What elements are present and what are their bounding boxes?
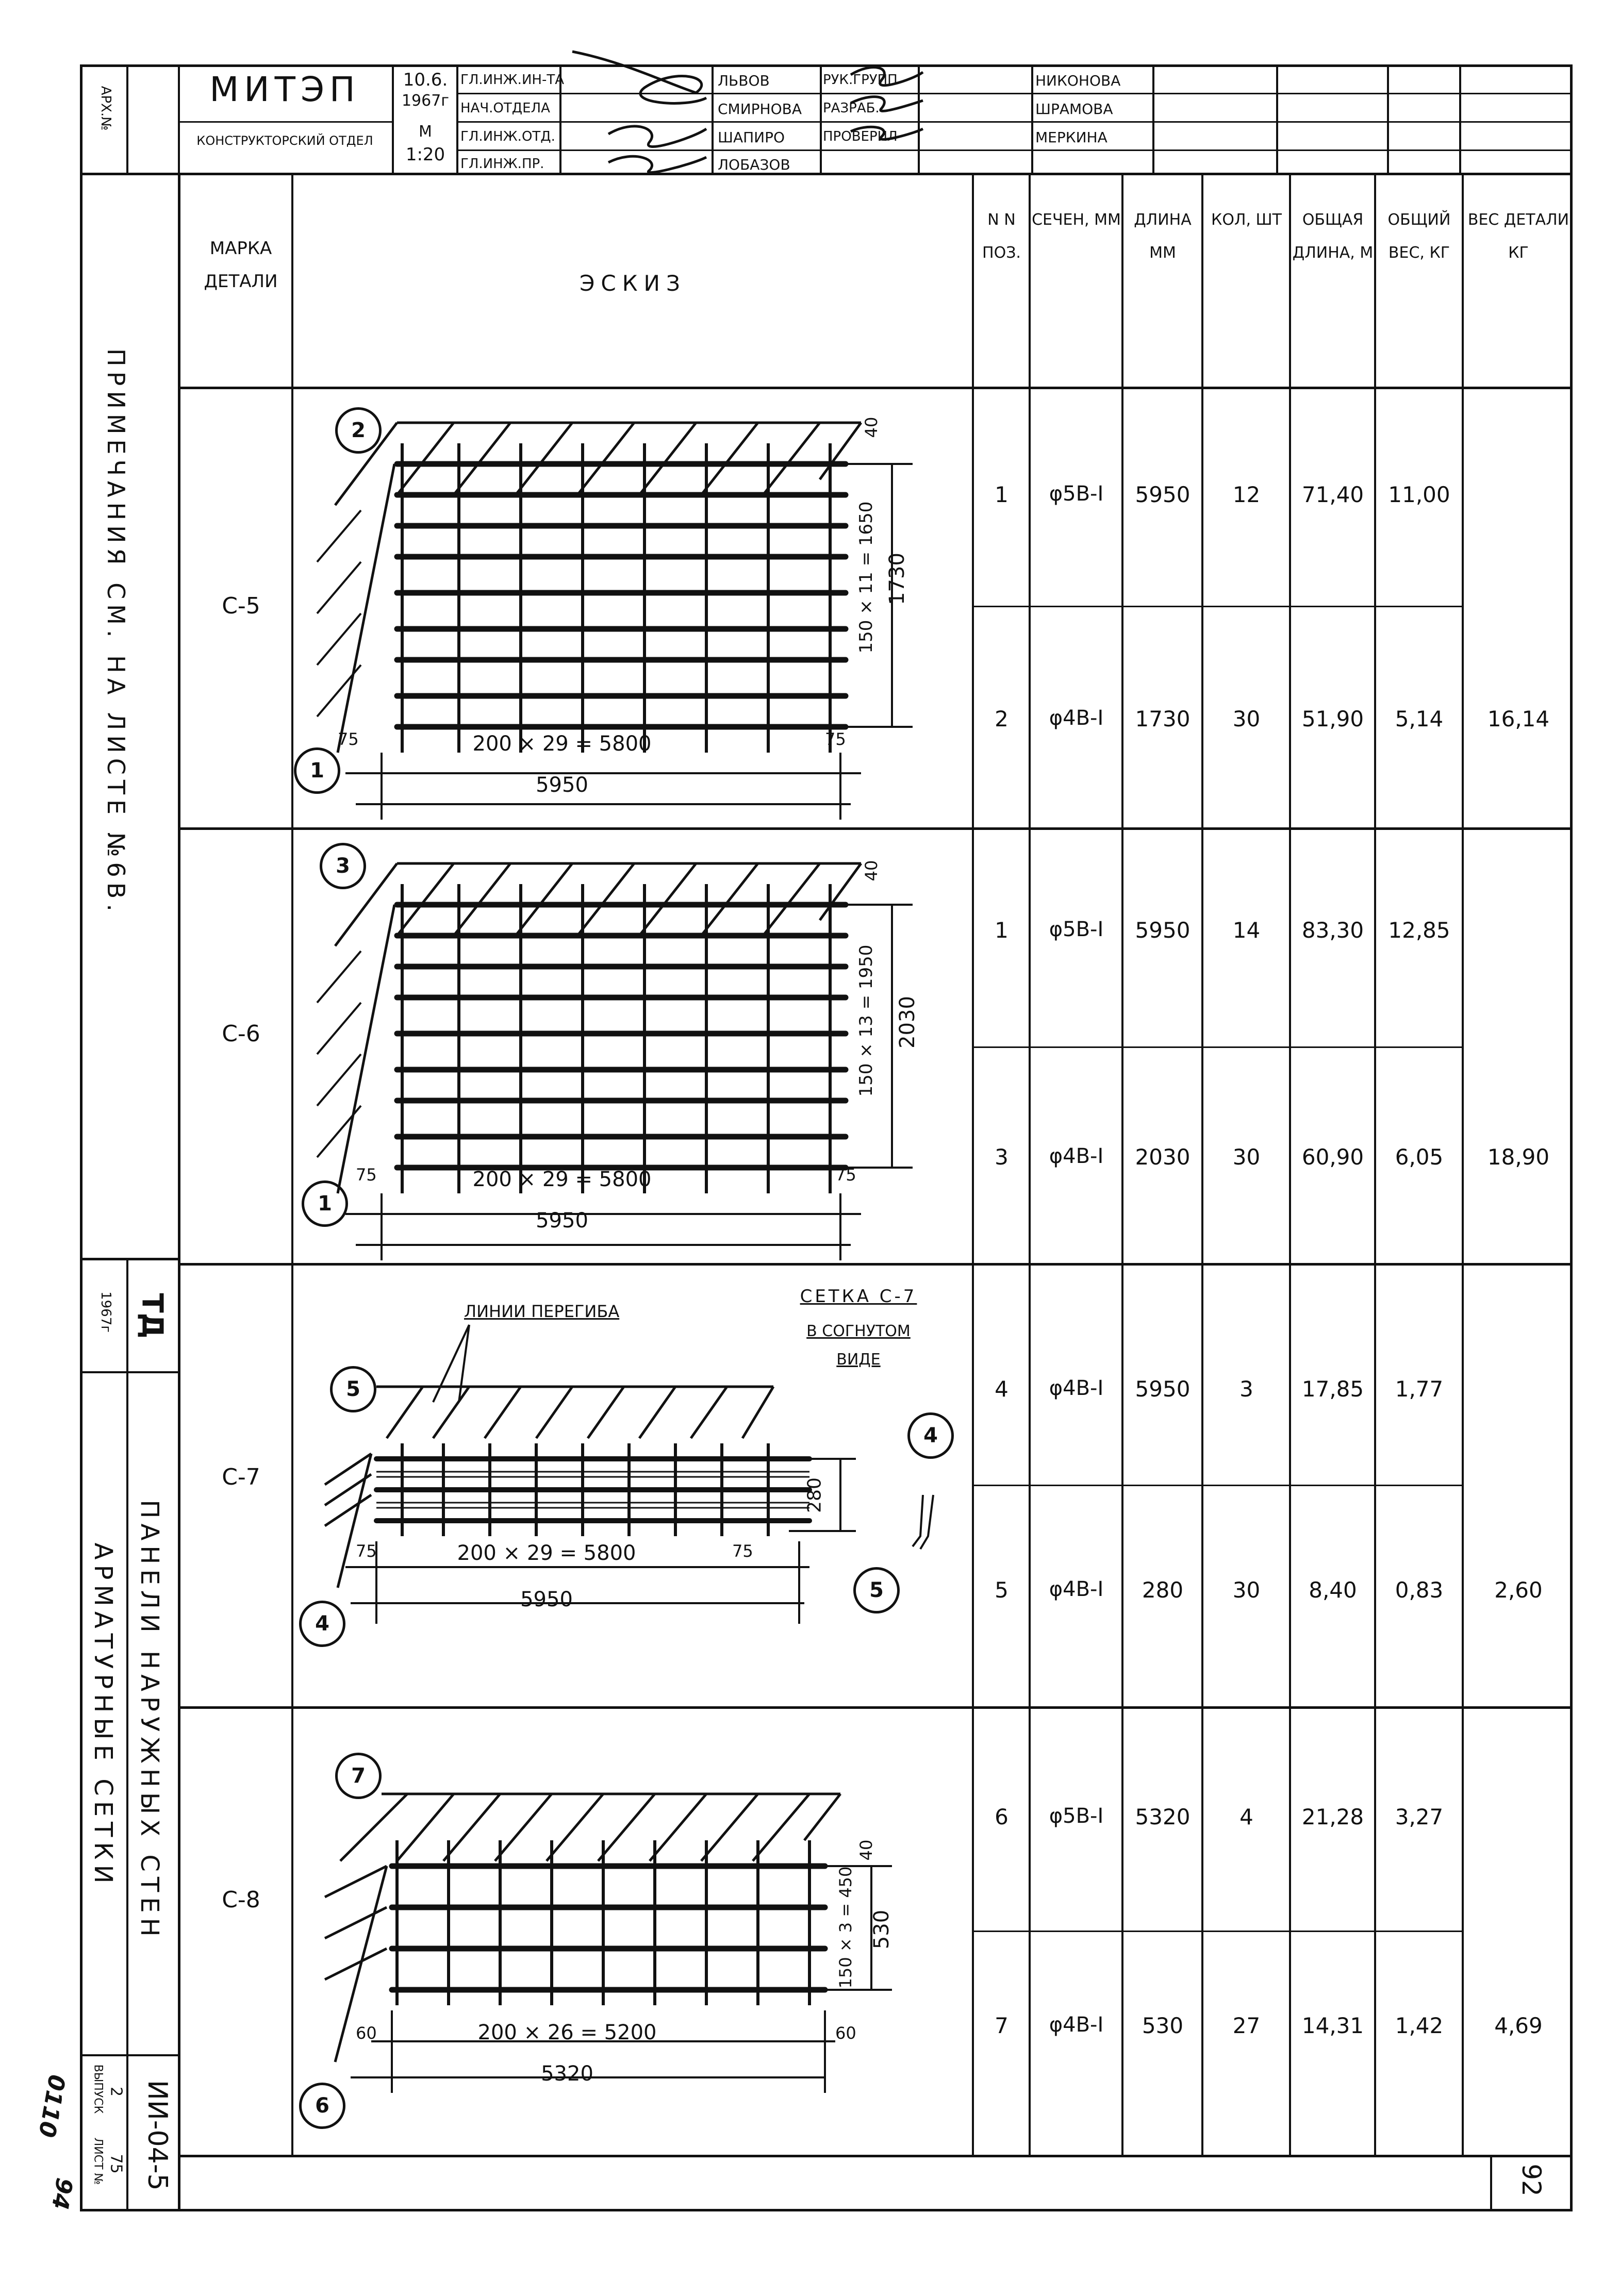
cell-pos: 1 bbox=[995, 918, 1009, 943]
bottom-left-number2: 94 bbox=[46, 2175, 78, 2212]
name2-2: ШРАМОВА bbox=[1035, 101, 1113, 118]
cell-total-len: 21,28 bbox=[1301, 1804, 1364, 1829]
dim-edge-right: 60 bbox=[835, 2023, 856, 2043]
bar-marker: 2 bbox=[335, 407, 382, 454]
name2-1: НИКОНОВА bbox=[1035, 72, 1121, 89]
dim-span: 200 × 29 = 5800 bbox=[472, 732, 652, 756]
cell-length: 1730 bbox=[1135, 706, 1191, 731]
role-4: ГЛ.ИНЖ.ПР. bbox=[460, 156, 544, 172]
dim-edge-left: 75 bbox=[356, 1165, 377, 1185]
cell-qty: 14 bbox=[1232, 918, 1261, 943]
mark-c5: С-5 bbox=[222, 593, 260, 619]
header-total-wt: ОБЩИЙ ВЕС, КГ bbox=[1387, 211, 1451, 262]
cell-detail-wt: 18,90 bbox=[1487, 1144, 1550, 1170]
cell-total-len: 71,40 bbox=[1301, 482, 1364, 507]
name-1: ЛЬВОВ bbox=[718, 72, 770, 89]
cell-pos: 4 bbox=[995, 1376, 1009, 1402]
dim-edge-right: 75 bbox=[835, 1165, 856, 1185]
dim-vtotal: 1730 bbox=[885, 553, 909, 605]
dim-total: 5320 bbox=[541, 2062, 593, 2086]
scale-value: 1:20 bbox=[405, 144, 445, 165]
cell-length: 2030 bbox=[1135, 1144, 1191, 1170]
bar-marker: 6 bbox=[299, 2083, 345, 2129]
cell-total-wt: 0,83 bbox=[1395, 1577, 1444, 1603]
dim-edge-left: 75 bbox=[356, 1541, 377, 1561]
cell-length: 5950 bbox=[1135, 918, 1191, 943]
bent-title-1: СЕТКА С-7 bbox=[800, 1286, 917, 1307]
dim-vtotal: 530 bbox=[870, 1909, 894, 1950]
dim-vedge: 40 bbox=[862, 860, 881, 881]
stamp-sheet: 75 bbox=[107, 2154, 125, 2174]
bar-marker: 7 bbox=[335, 1753, 382, 1799]
cell-total-wt: 1,77 bbox=[1395, 1376, 1444, 1402]
dim-vspan: 150 × 11 = 1650 bbox=[856, 501, 877, 654]
stamp-year: 1967г bbox=[98, 1291, 113, 1333]
stamp-title2: АРМАТУРНЫЕ СЕТКИ bbox=[89, 1542, 118, 1889]
cell-detail-wt: 4,69 bbox=[1494, 2013, 1543, 2038]
bent-marker-a: 4 bbox=[907, 1412, 954, 1459]
cell-section: φ5В-I bbox=[1049, 918, 1104, 941]
cell-pos: 2 bbox=[995, 706, 1009, 731]
stamp-code: ТД bbox=[135, 1293, 169, 1339]
dim-vedge: 40 bbox=[862, 417, 881, 438]
cell-pos: 3 bbox=[995, 1144, 1009, 1170]
cell-section: φ4В-I bbox=[1049, 706, 1104, 730]
mark-c8: С-8 bbox=[222, 1887, 260, 1913]
cell-total-len: 17,85 bbox=[1301, 1376, 1364, 1402]
role2-2: РАЗРАБ. bbox=[823, 101, 880, 116]
dim-vspan: 150 × 3 = 450 bbox=[836, 1866, 855, 1989]
cell-section: φ5В-I bbox=[1049, 482, 1104, 506]
page-number: 92 bbox=[1516, 2164, 1546, 2197]
bar-marker: 5 bbox=[330, 1366, 376, 1412]
cell-pos: 1 bbox=[995, 482, 1009, 507]
cell-pos: 7 bbox=[995, 2013, 1009, 2038]
dim-edge-left: 75 bbox=[338, 729, 359, 749]
cell-total-wt: 11,00 bbox=[1388, 482, 1450, 507]
archive-label: АРХ.№ bbox=[98, 86, 113, 131]
role2-1: РУК.ГРУПП bbox=[823, 72, 898, 88]
cell-section: φ4В-I bbox=[1049, 1144, 1104, 1168]
scale-label: М bbox=[419, 123, 432, 141]
dim-total: 5950 bbox=[536, 1209, 588, 1233]
cell-qty: 30 bbox=[1232, 706, 1261, 731]
header-mark: МАРКА ДЕТАЛИ bbox=[204, 238, 278, 292]
cell-qty: 3 bbox=[1239, 1376, 1253, 1402]
bar-marker: 4 bbox=[299, 1601, 345, 1647]
side-note: ПРИМЕЧАНИЯ СМ. НА ЛИСТЕ №6В. bbox=[102, 348, 130, 917]
cell-pos: 5 bbox=[995, 1577, 1009, 1603]
dim-vedge: 40 bbox=[856, 1839, 876, 1861]
name-4: ЛОБАЗОВ bbox=[718, 156, 790, 173]
dim-span: 200 × 26 = 5200 bbox=[477, 2021, 657, 2044]
title-year: 1967г bbox=[401, 92, 450, 110]
dim-vtotal: 280 bbox=[804, 1477, 825, 1513]
header-length: ДЛИНА ММ bbox=[1134, 211, 1192, 262]
mark-c7: С-7 bbox=[222, 1464, 260, 1490]
cell-total-wt: 3,27 bbox=[1395, 1804, 1444, 1829]
bar-marker: 1 bbox=[294, 747, 340, 794]
stamp-issue-label: ВЫПУСК bbox=[91, 2064, 105, 2114]
bent-marker-b: 5 bbox=[853, 1567, 900, 1613]
mark-c6: С-6 bbox=[222, 1021, 260, 1047]
role2-3: ПРОВЕРИЛ bbox=[823, 129, 898, 144]
header-total-len: ОБЩАЯ ДЛИНА, М bbox=[1292, 211, 1374, 262]
cell-qty: 27 bbox=[1232, 2013, 1261, 2038]
stamp-sheet-label: ЛИСТ № bbox=[91, 2137, 105, 2185]
bend-lines-label: ЛИНИИ ПЕРЕГИБА bbox=[464, 1302, 620, 1321]
cell-total-wt: 12,85 bbox=[1388, 918, 1450, 943]
name2-3: МЕРКИНА bbox=[1035, 129, 1107, 146]
department: КОНСТРУКТОРСКИЙ ОТДЕЛ bbox=[196, 134, 373, 148]
cell-pos: 6 bbox=[995, 1804, 1009, 1829]
header-qty: КОЛ, ШТ bbox=[1211, 211, 1282, 229]
dim-edge-right: 75 bbox=[825, 729, 846, 749]
bar-marker: 1 bbox=[302, 1180, 348, 1227]
mesh-sketch-c7 bbox=[294, 1268, 972, 1706]
bar-marker: 3 bbox=[320, 843, 366, 889]
header-pos: N N ПОЗ. bbox=[982, 211, 1021, 262]
signatures bbox=[562, 31, 1052, 180]
dim-total: 5950 bbox=[536, 773, 588, 797]
cell-total-wt: 1,42 bbox=[1395, 2013, 1444, 2038]
bent-title-3: ВИДЕ bbox=[836, 1351, 881, 1369]
cell-length: 280 bbox=[1142, 1577, 1184, 1603]
stamp-issue: 2 bbox=[107, 2086, 125, 2097]
cell-length: 5320 bbox=[1135, 1804, 1191, 1829]
dim-vtotal: 2030 bbox=[896, 996, 919, 1049]
cell-total-len: 60,90 bbox=[1301, 1144, 1364, 1170]
cell-total-len: 14,31 bbox=[1301, 2013, 1364, 2038]
cell-length: 530 bbox=[1142, 2013, 1184, 2038]
cell-total-wt: 6,05 bbox=[1395, 1144, 1444, 1170]
header-detail-wt: ВЕС ДЕТАЛИ КГ bbox=[1467, 211, 1569, 262]
role-2: НАЧ.ОТДЕЛА bbox=[460, 101, 550, 116]
stamp-series: ИИ-04-5 bbox=[142, 2080, 173, 2191]
stamp-title1: ПАНЕЛИ НАРУЖНЫХ СТЕН bbox=[135, 1500, 164, 1942]
role-1: ГЛ.ИНЖ.ИН-ТА bbox=[460, 72, 564, 88]
title-date: 10.6. bbox=[403, 70, 448, 90]
cell-section: φ4В-I bbox=[1049, 1577, 1104, 1601]
role-3: ГЛ.ИНЖ.ОТД. bbox=[460, 129, 555, 144]
cell-qty: 12 bbox=[1232, 482, 1261, 507]
cell-section: φ5В-I bbox=[1049, 1804, 1104, 1828]
cell-qty: 4 bbox=[1239, 1804, 1253, 1829]
cell-detail-wt: 16,14 bbox=[1487, 706, 1550, 731]
cell-total-wt: 5,14 bbox=[1395, 706, 1444, 731]
cell-section: φ4В-I bbox=[1049, 2013, 1104, 2037]
name-2: СМИРНОВА bbox=[718, 101, 802, 118]
cell-total-len: 8,40 bbox=[1309, 1577, 1357, 1603]
cell-qty: 30 bbox=[1232, 1144, 1261, 1170]
cell-length: 5950 bbox=[1135, 482, 1191, 507]
cell-length: 5950 bbox=[1135, 1376, 1191, 1402]
org-name: МИТЭП bbox=[209, 70, 360, 109]
cell-section: φ4В-I bbox=[1049, 1376, 1104, 1400]
header-section: СЕЧЕН, ММ bbox=[1032, 211, 1121, 229]
cell-detail-wt: 2,60 bbox=[1494, 1577, 1543, 1603]
bent-title-2: В СОГНУТОМ bbox=[806, 1322, 911, 1340]
dim-span: 200 × 29 = 5800 bbox=[472, 1168, 652, 1191]
header-sketch: ЭСКИЗ bbox=[580, 271, 686, 296]
name-3: ШАПИРО bbox=[718, 129, 785, 146]
dim-edge-left: 60 bbox=[356, 2023, 377, 2043]
dim-span: 200 × 29 = 5800 bbox=[457, 1541, 636, 1565]
bottom-left-number: 0110 bbox=[33, 2072, 70, 2140]
dim-vspan: 150 × 13 = 1950 bbox=[856, 944, 877, 1097]
cell-qty: 30 bbox=[1232, 1577, 1261, 1603]
cell-total-len: 83,30 bbox=[1301, 918, 1364, 943]
dim-total: 5950 bbox=[520, 1588, 573, 1611]
dim-edge-right: 75 bbox=[732, 1541, 753, 1561]
cell-total-len: 51,90 bbox=[1301, 706, 1364, 731]
